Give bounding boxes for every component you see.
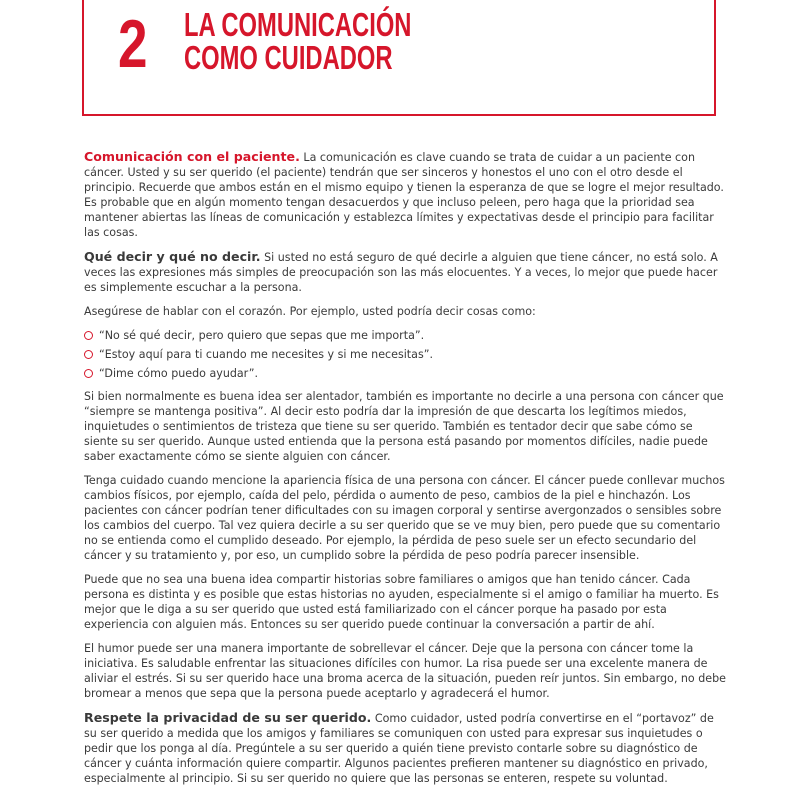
phrase-list [84, 328, 726, 381]
section-text: Si usted no está seguro de qué decirle a alguien que tiene cáncer, no está solo. A veces las expresiones más simples de preocupación son las más elocuentes. Y a veces, lo mejor que puede hacer es simplemente escuchar a la persona. [84, 251, 718, 294]
paragraph-humor: El humor puede ser una manera importante de sobrellevar el cáncer. Deje que la persona con cáncer tome la iniciativa. Es saludable enfrentar las situaciones difíciles con humor. La risa puede ser una excelente manera de aliviar el estrés. Si su ser querido hace una broma acerca de la situación, pueden reír juntos. Sin embargo, no debe bromear a menos que sepa que la persona puede aceptarlo y agradecerá el humor. [84, 642, 726, 700]
chapter-title [184, 8, 411, 74]
list-item-text: “Estoy aquí para ti cuando me necesites y si me necesitas”. [99, 348, 434, 361]
list-item [84, 347, 726, 362]
list-item [84, 328, 726, 343]
list-item-text: “No sé qué decir, pero quiero que sepas que me importa”. [99, 329, 425, 342]
paragraph-stay-positive: Si bien normalmente es buena idea ser alentador, también es importante no decirle a una persona con cáncer que “siempre se mantenga positiva”. Al decir esto podría dar la impresión de que descarta los legítimos miedos, inquietudes o sentimientos de tristeza que tiene su ser querido. También es tentador decir que sabe cómo se siente su ser querido. Aunque usted entienda que la persona está pasando por momentos difíciles, nadie puede saber exactamente cómo se siente alguien con cáncer. [84, 390, 724, 463]
section-heading: Respete la privacidad de su ser querido. [84, 710, 372, 725]
section-what-to-say [84, 249, 726, 295]
list-item-text: “Dime cómo puedo ayudar”. [99, 367, 258, 380]
section-communication-with-patient [84, 149, 726, 240]
bullet-circle-icon [84, 350, 93, 359]
chapter-title-line-1: LA COMUNICACIÓN [184, 6, 412, 43]
section-text: La comunicación es clave cuando se trata de cuidar a un paciente con cáncer. Usted y su ser querido (el paciente) tendrán que ser sinceros y honestos el uno con el otro desde el principio. Recuerde que ambos están en el mismo equipo y tienen la esperanza de que se logre el mejor resultado. Es probable que en algún momento tengan desacuerdos y que incluso peleen, pero haga que la prioridad sea mantener abiertas las líneas de comunicación y establezca límites y expectativas desde el principio para facilitar las cosas. [84, 151, 724, 239]
section-text: Como cuidador, usted podría convertirse en el “portavoz” de su ser querido a medida que los amigos y familiares se comuniquen con usted para expresar sus inquietudes o pedir que los ponga al día. Pregúntele a su ser querido a quién tiene previsto contarle sobre su diagnóstico de cáncer y cuánta información quiere compartir. Algunos pacientes prefieren mantener su diagnóstico en privado, especialmente al principio. Si su ser querido no quiere que las personas se enteren, respete su voluntad. [84, 712, 714, 785]
bullet-circle-icon [84, 331, 93, 340]
body-content [84, 149, 726, 795]
paragraph-speak-from-heart: Asegúrese de hablar con el corazón. Por ejemplo, usted podría decir cosas como: [84, 305, 536, 318]
chapter-title-line-2: COMO CUIDADOR [184, 39, 393, 76]
bullet-circle-icon [84, 369, 93, 378]
paragraph-sharing-stories: Puede que no sea una buena idea compartir historias sobre familiares o amigos que han tenido cáncer. Cada persona es distinta y es posible que estas historias no ayuden, especialmente si el amigo o familiar ha muerto. Es mejor que le diga a su ser querido que usted está familiarizado con el cáncer porque ha pasado por esta experiencia con alguien más. Entonces su ser querido puede continuar la conversación a partir de ahí. [84, 573, 719, 631]
list-item [84, 366, 726, 381]
section-respect-privacy [84, 710, 726, 786]
paragraph-physical-appearance: Tenga cuidado cuando mencione la apariencia física de una persona con cáncer. El cáncer puede conllevar muchos cambios físicos, por ejemplo, caída del pelo, pérdida o aumento de peso, cambios de la piel e hinchazón. Los pacientes con cáncer podrían tener dificultades con su imagen corporal y sentirse avergonzados o sensibles sobre los cambios del cuerpo. Tal vez quiera decirle a su ser querido que se ve muy bien, pero puede que su comentario no se entienda como el cumplido deseado. Por ejemplo, la pérdida de peso suele ser un efecto secundario del cáncer y su tratamiento y, por eso, un cumplido sobre la pérdida de peso podría parecer insensible. [84, 474, 725, 562]
section-heading: Comunicación con el paciente. [84, 149, 300, 164]
section-heading: Qué decir y qué no decir. [84, 249, 261, 264]
chapter-number: 2 [118, 6, 148, 82]
